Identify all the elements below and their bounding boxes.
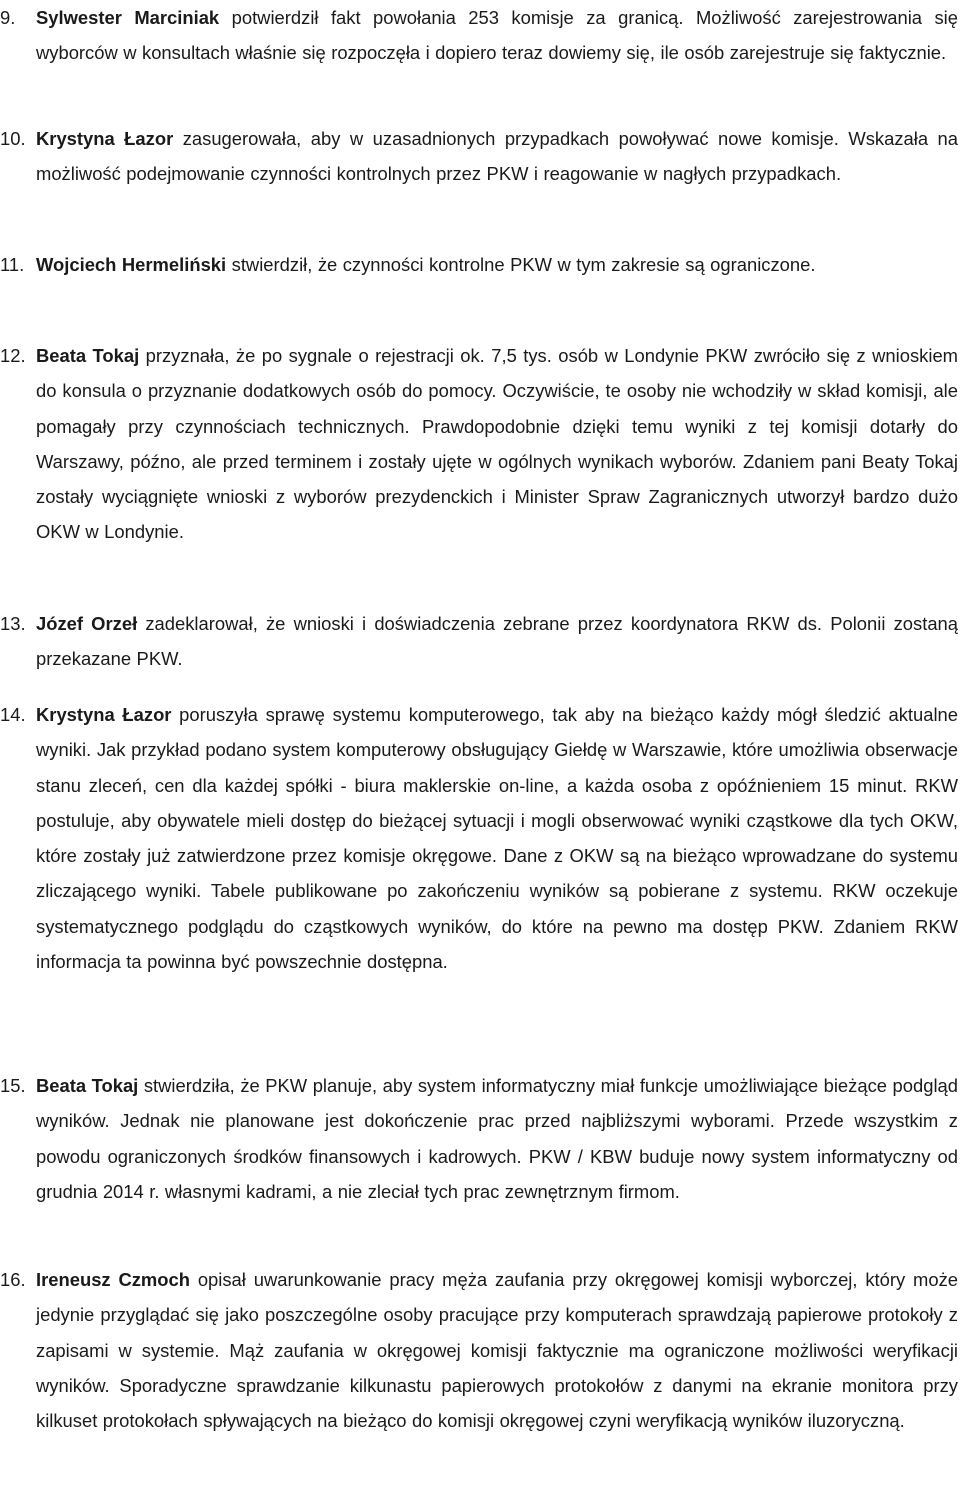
speaker-name: Józef Orzeł xyxy=(36,613,138,634)
statement: stwierdził, że czynności kontrolne PKW w tym zakresie są ograniczone. xyxy=(226,254,816,275)
item-number: 15. xyxy=(0,1075,26,1096)
item-number: 12. xyxy=(0,345,26,366)
statement: zadeklarował, że wnioski i doświadczenia zebrane przez koordynatora RKW ds. Polonii zostaną przekazane PKW. xyxy=(36,613,959,670)
item-text xyxy=(36,121,958,192)
speaker-name: Beata Tokaj xyxy=(36,1075,139,1096)
item-text xyxy=(36,1068,958,1209)
item-text xyxy=(36,0,958,71)
speaker-name: Ireneusz Czmoch xyxy=(36,1269,190,1290)
speaker-name: Sylwester Marciniak xyxy=(36,7,220,28)
item-number: 9. xyxy=(0,7,16,28)
speaker-name: Krystyna Łazor xyxy=(36,704,172,725)
item-text xyxy=(36,697,958,979)
statement: poruszyła sprawę systemu komputerowego, tak aby na bieżąco każdy mógł śledzić aktualne wyniki. Jak przykład podano system komputerowy obsługujący Giełdę w Warszawie, które umożliwia obserwacje stanu zleceń, cen dla każdej spółki - biura maklerskie on-line, a każda osoba z opóźnieniem 15 minut. RKW postuluje, aby obywatele mieli dostęp do bieżącej sytuacji i mogli obserwować wyniki cząstkowe dla tych OKW, które zostały już zatwierdzone przez komisje okręgowe. Dane z OKW są na bieżąco wprowadzane do systemu zliczającego wyniki. Tabele publikowane po zakończeniu wyników są pobierane z systemu. RKW oczekuje systematycznego podglądu do cząstkowych wyników, do które na pewno ma dostęp PKW. Zdaniem RKW informacja ta powinna być powszechnie dostępna. xyxy=(36,704,958,973)
speaker-name: Wojciech Hermeliński xyxy=(36,254,227,275)
item-text xyxy=(36,606,958,677)
item-text xyxy=(36,338,958,550)
item-text xyxy=(36,247,958,282)
item-number: 16. xyxy=(0,1269,26,1290)
item-text xyxy=(36,1262,958,1438)
statement: potwierdził fakt powołania 253 komisje za granicą. Możliwość zarejestrowania się wyborców w konsultach właśnie się rozpoczęła i dopiero teraz dowiemy się, ile osób zarejestruje się faktycznie. xyxy=(36,7,958,64)
item-number: 14. xyxy=(0,704,26,725)
item-number: 11. xyxy=(0,254,25,275)
statement: zasugerowała, aby w uzasadnionych przypadkach powoływać nowe komisje. Wskazała na możliwość podejmowanie czynności kontrolnych przez PKW i reagowanie w nagłych przypadkach. xyxy=(36,128,958,185)
statement: stwierdziła, że PKW planuje, aby system informatyczny miał funkcje umożliwiające bieżące podgląd wyników. Jednak nie planowane jest dokończenie prac przed najbliższymi wyborami. Przede wszystkim z powodu ograniczonych środków finansowych i kadrowych. PKW / KBW buduje nowy system informatyczny od grudnia 2014 r. własnymi kadrami, a nie zleciał tych prac zewnętrznym firmom. xyxy=(36,1075,958,1202)
statement: przyznała, że po sygnale o rejestracji ok. 7,5 tys. osób w Londynie PKW zwróciło się z wnioskiem do konsula o przyznanie dodatkowych osób do pomocy. Oczywiście, te osoby nie wchodziły w skład komisji, ale pomagały przy czynnościach technicznych. Prawdopodobnie dzięki temu wyniki z tej komisji dotarły do Warszawy, późno, ale przed terminem i zostały ujęte w ogólnych wynikach wyborów. Zdaniem pani Beaty Tokaj zostały wyciągnięte wnioski z wyborów prezydenckich i Minister Spraw Zagranicznych utworzył bardzo dużo OKW w Londynie. xyxy=(36,345,958,543)
item-number: 10. xyxy=(0,128,26,149)
speaker-name: Beata Tokaj xyxy=(36,345,140,366)
item-number: 13. xyxy=(0,613,26,634)
speaker-name: Krystyna Łazor xyxy=(36,128,174,149)
statement: opisał uwarunkowanie pracy męża zaufania przy okręgowej komisji wyborczej, który może jedynie przyglądać się jako poszczególne osoby pracujące przy komputerach sprawdzają papierowe protokoły z zapisami w systemie. Mąż zaufania w okręgowej komisji faktycznie ma ograniczone możliwości weryfikacji wyników. Sporadyczne sprawdzanie kilkunastu papierowych protokołów z danymi na ekranie monitora przy kilkuset protokołach spływających na bieżąco do komisji okręgowej czyni weryfikacją wyników iluzoryczną. xyxy=(36,1269,958,1432)
